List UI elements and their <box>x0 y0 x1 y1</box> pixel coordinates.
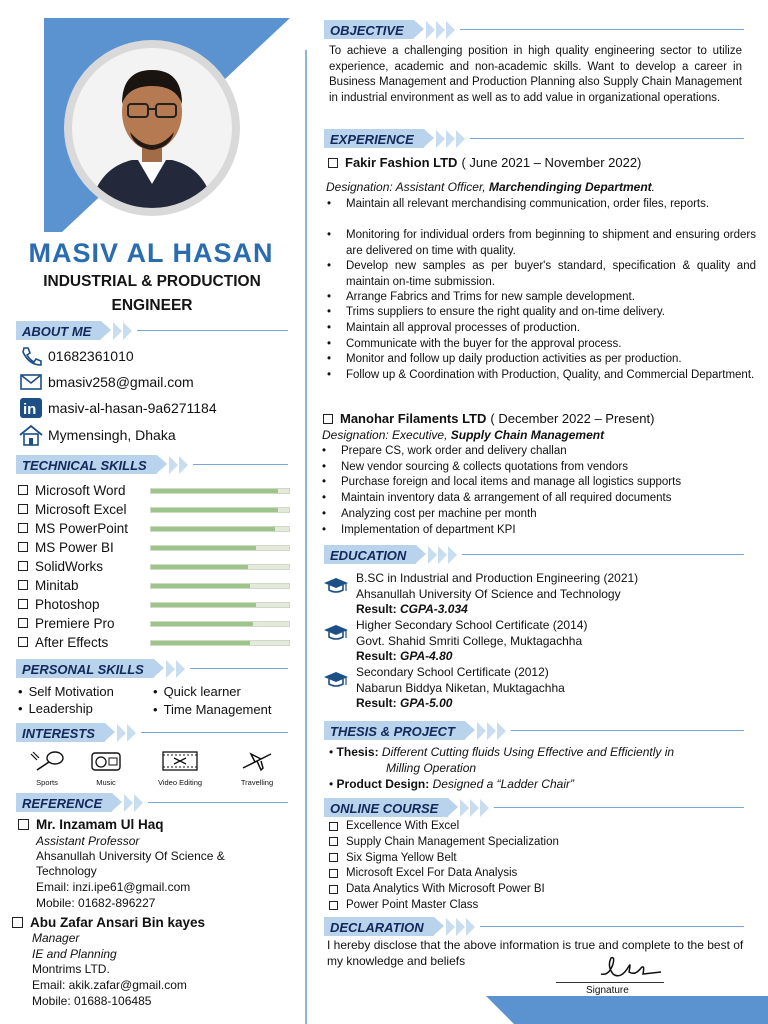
job-duty: • Implementation of department KPI <box>341 523 751 539</box>
badminton-icon <box>27 750 67 772</box>
checkbox-icon <box>329 853 338 862</box>
skill-level-bar <box>150 621 290 627</box>
job-duty: • Trims suppliers to ensure the right quality and on-time delivery. <box>346 305 756 321</box>
job-duty: • Maintain all approval processes of production. <box>346 321 756 337</box>
about-me-header: ABOUT ME <box>16 321 288 340</box>
skill-level-fill <box>151 546 256 550</box>
personal-skill: • Self Motivation <box>18 684 114 699</box>
course-label: Microsoft Excel For Data Analysis <box>346 867 518 880</box>
education-degree: Secondary School Certificate (2012) <box>356 665 549 679</box>
course-label: Power Point Master Class <box>346 899 479 911</box>
skill-level-fill <box>151 584 250 588</box>
skill-label: Premiere Pro <box>35 615 115 631</box>
education-degree: B.SC in Industrial and Production Engineering (2021) <box>356 571 639 585</box>
reference-mobile: Mobile: 01688-106485 <box>32 994 152 1008</box>
course-item <box>329 867 517 879</box>
interest-music: Music <box>81 750 131 787</box>
personal-skill: • Time Management <box>153 702 271 717</box>
education-school: Nabarun Biddya Niketan, Muktagachha <box>356 680 565 695</box>
candidate-name: MASIV AL HASAN <box>28 238 274 268</box>
course-item <box>329 883 545 895</box>
course-item <box>329 820 459 832</box>
graduation-cap-icon <box>323 577 349 600</box>
reference-header: REFERENCE <box>16 793 288 812</box>
interest-video-editing: Video Editing <box>152 750 208 787</box>
checkbox-icon <box>18 523 28 533</box>
course-label: Supply Chain Management Specialization <box>346 835 559 848</box>
job-company: Fakir Fashion LTD ( June 2021 – November 2022) <box>328 155 641 170</box>
checkbox-icon <box>329 822 338 831</box>
job-company: Manohar Filaments LTD ( December 2022 – Present) <box>323 411 654 426</box>
thesis-item-cont: Milling Operation <box>386 761 477 775</box>
job-duty: • New vendor sourcing & collects quotations from vendors <box>341 460 751 476</box>
skill-level-fill <box>151 565 248 569</box>
skill-level-fill <box>151 527 275 531</box>
reference-org: Ahsanullah University Of Science & <box>36 849 225 863</box>
thesis-header: THESIS & PROJECT <box>324 721 744 740</box>
skill-row <box>18 614 290 632</box>
checkbox-icon <box>18 561 28 571</box>
reference-mobile: Mobile: 01682-896227 <box>36 896 156 910</box>
education-header: EDUCATION <box>324 545 744 564</box>
profile-photo <box>64 40 240 216</box>
job-duty: • Analyzing cost per machine per month <box>341 507 751 523</box>
skill-level-fill <box>151 641 250 645</box>
personal-skill: • Leadership <box>18 701 93 716</box>
skill-level-bar <box>150 488 290 494</box>
radio-icon <box>86 750 126 772</box>
skill-row <box>18 595 290 613</box>
objective-text: To achieve a challenging position in high quality engineering sector to utilize experience, academic and non-academic skills. Want to develop a career in Business Management and Production Planning also Supply Chain Management in industrial environment as well as to add value in organizational operations. <box>329 45 742 104</box>
education-result: Result: GPA-4.80 <box>356 649 453 664</box>
checkbox-icon <box>329 869 338 878</box>
skill-level-fill <box>151 489 278 493</box>
objective-header: OBJECTIVE <box>324 20 744 39</box>
skill-level-fill <box>151 508 278 512</box>
education-degree: Higher Secondary School Certificate (2014) <box>356 618 588 632</box>
graduation-cap-icon <box>323 624 349 647</box>
job-duty: • Prepare CS, work order and delivery challan <box>341 444 751 460</box>
skill-level-fill <box>151 622 253 626</box>
job-duty: • Maintain all relevant merchandising communication, order files, reports. <box>346 197 756 213</box>
skill-level-bar <box>150 545 290 551</box>
course-label: Excellence With Excel <box>346 820 460 832</box>
reference-org: Montrims LTD. <box>32 962 110 976</box>
skill-label: MS Power BI <box>35 539 114 555</box>
skill-label: Minitab <box>35 577 79 593</box>
skill-row <box>18 500 290 518</box>
education-result: Result: GPA-5.00 <box>356 696 453 711</box>
checkbox-icon <box>18 504 28 514</box>
job-designation: Designation: Executive, Supply Chain Management <box>322 428 605 442</box>
checkbox-icon <box>329 901 338 910</box>
graduation-cap-icon <box>323 671 349 694</box>
course-item <box>329 836 559 848</box>
education-entry <box>356 618 587 665</box>
reference-role: Assistant Professor <box>36 834 140 848</box>
declaration-header: DECLARATION <box>324 917 744 936</box>
course-label: Data Analytics With Microsoft Power BI <box>346 883 545 896</box>
education-school: Govt. Shahid Smriti College, Muktagachha <box>356 633 583 648</box>
job-duty: • Follow up & Coordination with Production, Quality, and Commercial Department. <box>346 368 756 384</box>
skill-level-bar <box>150 583 290 589</box>
reference-name: Mr. Inzamam Ul Haq <box>18 817 164 832</box>
checkbox-icon <box>18 580 28 590</box>
contact-email: bmasiv258@gmail.com <box>18 371 194 393</box>
skill-level-bar <box>150 564 290 570</box>
envelope-icon <box>18 371 44 393</box>
checkbox-icon <box>18 542 28 552</box>
skill-level-bar <box>150 507 290 513</box>
film-icon <box>160 750 200 772</box>
linkedin-icon <box>18 397 44 419</box>
house-icon <box>18 424 44 446</box>
interest-sports: Sports <box>22 750 72 787</box>
skill-label: After Effects <box>35 634 109 650</box>
experience-header: EXPERIENCE <box>324 129 744 148</box>
phone-icon <box>18 345 44 367</box>
declaration-text: I hereby disclose that the above information is true and complete to the best of my knowledge and beliefs <box>327 938 744 968</box>
interest-travelling: Travelling <box>232 750 282 787</box>
svg-text:in: in <box>23 401 37 418</box>
contact-phone: 01682361010 <box>18 345 134 367</box>
signature-mark <box>595 950 665 982</box>
education-school: Ahsanullah University Of Science and Technology <box>356 586 621 601</box>
reference-role: Manager <box>32 931 80 945</box>
online-course-header: ONLINE COURSE <box>324 798 744 817</box>
skill-row <box>18 633 290 651</box>
job-duty: • Maintain inventory data & arrangement of all required documents <box>341 491 751 507</box>
education-result: Result: CGPA-3.034 <box>356 602 468 617</box>
column-divider <box>305 50 307 1024</box>
thesis-item: • Thesis: Different Cutting fluids Using Effective and Efficiently in <box>329 745 675 759</box>
interests-header: INTERESTS <box>16 723 288 742</box>
course-item <box>329 852 457 864</box>
checkbox-icon <box>18 599 28 609</box>
skill-level-fill <box>151 603 256 607</box>
job-designation: Designation: Assistant Officer, Marchendinging Department. <box>326 180 656 194</box>
reference-org: Technology <box>36 864 97 878</box>
person-avatar-icon <box>72 48 232 208</box>
skill-label: Microsoft Word <box>35 482 126 498</box>
skill-level-bar <box>150 602 290 608</box>
job-duty: • Arrange Fabrics and Trims for new sample development. <box>346 290 756 306</box>
course-label: Six Sigma Yellow Belt <box>346 851 457 864</box>
checkbox-icon <box>329 885 338 894</box>
job-duty: • Communicate with the buyer for the approval process. <box>346 337 756 353</box>
checkbox-icon <box>18 485 28 495</box>
reference-org: IE and Planning <box>32 947 117 961</box>
reference-email: Email: akik.zafar@gmail.com <box>32 978 187 992</box>
job-duty: • Monitoring for individual orders from beginning to shipment and ensuring orders are delivered on time with quality. <box>346 228 756 259</box>
skill-level-bar <box>150 640 290 646</box>
contact-linkedin: in masiv-al-hasan-9a6271184 <box>18 397 217 419</box>
personal-skills-header: PERSONAL SKILLS <box>16 659 288 678</box>
product-design-item: • Product Design: Designed a “Ladder Chair” <box>329 777 574 791</box>
technical-skills-header: TECHNICAL SKILLS <box>16 455 288 474</box>
signature-label: Signature <box>586 985 629 996</box>
signature-line <box>556 982 664 983</box>
candidate-title: INDUSTRIAL & PRODUCTION ENGINEER <box>43 273 261 314</box>
checkbox-icon <box>18 637 28 647</box>
skill-row <box>18 538 290 556</box>
contact-location: Mymensingh, Dhaka <box>18 424 176 446</box>
airplane-icon <box>237 750 277 772</box>
checkbox-icon <box>18 618 28 628</box>
job-duty: • Develop new samples as per buyer's standard, specification & quality and maintain on-time submission. <box>346 259 756 290</box>
skill-label: SolidWorks <box>35 558 104 574</box>
education-entry <box>356 571 638 618</box>
education-entry <box>356 665 565 712</box>
skill-row <box>18 481 290 499</box>
skill-row <box>18 557 290 575</box>
job-duty: • Monitor and follow up daily production activities as per production. <box>346 352 756 368</box>
skill-row <box>18 576 290 594</box>
skill-label: MS PowerPoint <box>35 520 129 536</box>
bottom-right-decoration <box>486 994 768 1024</box>
reference-name: Abu Zafar Ansari Bin kayes <box>12 915 205 930</box>
skill-level-bar <box>150 526 290 532</box>
personal-skill: • Quick learner <box>153 684 241 699</box>
job-duty: • Purchase foreign and local items and manage all logistics supports <box>341 475 751 491</box>
skill-row <box>18 519 290 537</box>
skill-label: Microsoft Excel <box>35 501 127 517</box>
checkbox-icon <box>329 837 338 846</box>
course-item <box>329 899 478 911</box>
reference-email: Email: inzi.ipe61@gmail.com <box>36 880 191 894</box>
skill-label: Photoshop <box>35 596 100 612</box>
